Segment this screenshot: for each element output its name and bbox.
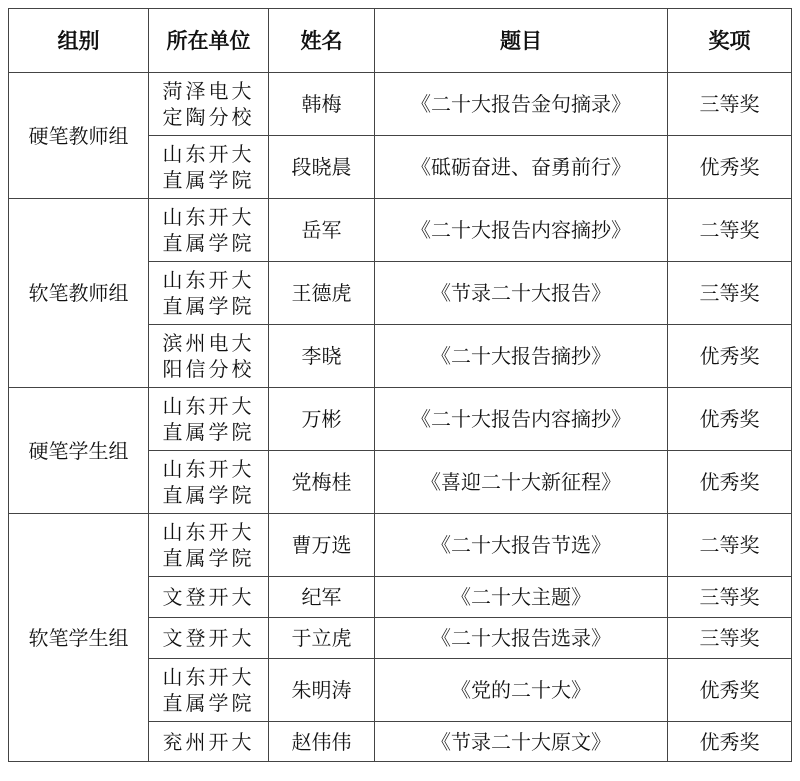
group-cell: 硬笔学生组: [9, 388, 149, 514]
unit-cell: [149, 325, 269, 388]
group-cell: 软笔教师组: [9, 199, 149, 388]
unit-line: 山东开大: [162, 520, 255, 544]
award-cell: 三等奖: [668, 618, 792, 659]
unit-line: 直属学院: [162, 691, 255, 715]
header-group: 组别: [9, 9, 149, 73]
unit-lines: [163, 267, 255, 319]
unit-lines: [163, 664, 255, 716]
title-cell: 《喜迎二十大新征程》: [375, 451, 668, 514]
name-cell: 纪军: [269, 577, 375, 618]
award-cell: 优秀奖: [668, 722, 792, 762]
unit-cell: [149, 659, 269, 722]
unit-lines: [163, 584, 255, 610]
awards-table: [8, 8, 792, 762]
group-cell: 软笔学生组: [9, 514, 149, 762]
name-cell: 岳军: [269, 199, 375, 262]
title-cell: 《节录二十大原文》: [375, 722, 668, 762]
table-row: [9, 73, 792, 136]
unit-line: 直属学院: [162, 168, 255, 192]
header-award: 奖项: [668, 9, 792, 73]
unit-lines: [163, 204, 255, 256]
award-cell: 优秀奖: [668, 136, 792, 199]
unit-line: 定陶分校: [162, 105, 255, 129]
unit-line: 山东开大: [162, 457, 255, 481]
title-cell: 《二十大报告内容摘抄》: [375, 199, 668, 262]
name-cell: 于立虎: [269, 618, 375, 659]
name-cell: 李晓: [269, 325, 375, 388]
award-cell: 优秀奖: [668, 325, 792, 388]
unit-cell: [149, 136, 269, 199]
title-cell: 《二十大报告内容摘抄》: [375, 388, 668, 451]
header-title: 题目: [375, 9, 668, 73]
title-cell: 《节录二十大报告》: [375, 262, 668, 325]
name-cell: 朱明涛: [269, 659, 375, 722]
title-cell: 《二十大主题》: [375, 577, 668, 618]
unit-cell: [149, 722, 269, 762]
table-row: [9, 514, 792, 577]
unit-cell: [149, 199, 269, 262]
award-cell: 三等奖: [668, 577, 792, 618]
unit-lines: [163, 78, 255, 130]
unit-lines: [163, 519, 255, 571]
unit-lines: [163, 330, 255, 382]
header-name: 姓名: [269, 9, 375, 73]
header-row: [9, 9, 792, 73]
unit-cell: [149, 514, 269, 577]
name-cell: 曹万选: [269, 514, 375, 577]
unit-line: 山东开大: [162, 394, 255, 418]
award-cell: 三等奖: [668, 73, 792, 136]
unit-lines: [163, 393, 255, 445]
table-row: [9, 388, 792, 451]
award-cell: 三等奖: [668, 262, 792, 325]
title-cell: 《二十大报告节选》: [375, 514, 668, 577]
unit-cell: [149, 262, 269, 325]
table-row: [9, 199, 792, 262]
unit-line: 直属学院: [162, 483, 255, 507]
unit-line: 阳信分校: [162, 357, 255, 381]
unit-line: 菏泽电大: [162, 79, 255, 103]
unit-line: 滨州电大: [162, 331, 255, 355]
title-cell: 《党的二十大》: [375, 659, 668, 722]
unit-cell: [149, 388, 269, 451]
name-cell: 赵伟伟: [269, 722, 375, 762]
title-cell: 《二十大报告金句摘录》: [375, 73, 668, 136]
title-cell: 《二十大报告选录》: [375, 618, 668, 659]
unit-cell: [149, 451, 269, 514]
unit-cell: [149, 577, 269, 618]
award-cell: 优秀奖: [668, 451, 792, 514]
name-cell: 万彬: [269, 388, 375, 451]
unit-line: 直属学院: [162, 420, 255, 444]
unit-cell: [149, 618, 269, 659]
unit-line: 山东开大: [162, 665, 255, 689]
unit-line: 文登开大: [162, 585, 255, 609]
name-cell: 韩梅: [269, 73, 375, 136]
name-cell: 王德虎: [269, 262, 375, 325]
award-cell: 优秀奖: [668, 659, 792, 722]
group-cell: 硬笔教师组: [9, 73, 149, 199]
unit-line: 直属学院: [162, 546, 255, 570]
unit-line: 山东开大: [162, 205, 255, 229]
unit-line: 直属学院: [162, 231, 255, 255]
unit-lines: [163, 625, 255, 651]
unit-line: 山东开大: [162, 142, 255, 166]
award-cell: 二等奖: [668, 514, 792, 577]
award-cell: 二等奖: [668, 199, 792, 262]
award-cell: 优秀奖: [668, 388, 792, 451]
unit-lines: [163, 729, 255, 755]
name-cell: 段晓晨: [269, 136, 375, 199]
unit-cell: [149, 73, 269, 136]
title-cell: 《砥砺奋进、奋勇前行》: [375, 136, 668, 199]
unit-lines: [163, 141, 255, 193]
table-body: [9, 73, 792, 762]
header-unit: 所在单位: [149, 9, 269, 73]
unit-line: 直属学院: [162, 294, 255, 318]
unit-lines: [163, 456, 255, 508]
unit-line: 兖州开大: [162, 729, 255, 754]
unit-line: 文登开大: [162, 626, 255, 650]
title-cell: 《二十大报告摘抄》: [375, 325, 668, 388]
name-cell: 党梅桂: [269, 451, 375, 514]
unit-line: 山东开大: [162, 268, 255, 292]
